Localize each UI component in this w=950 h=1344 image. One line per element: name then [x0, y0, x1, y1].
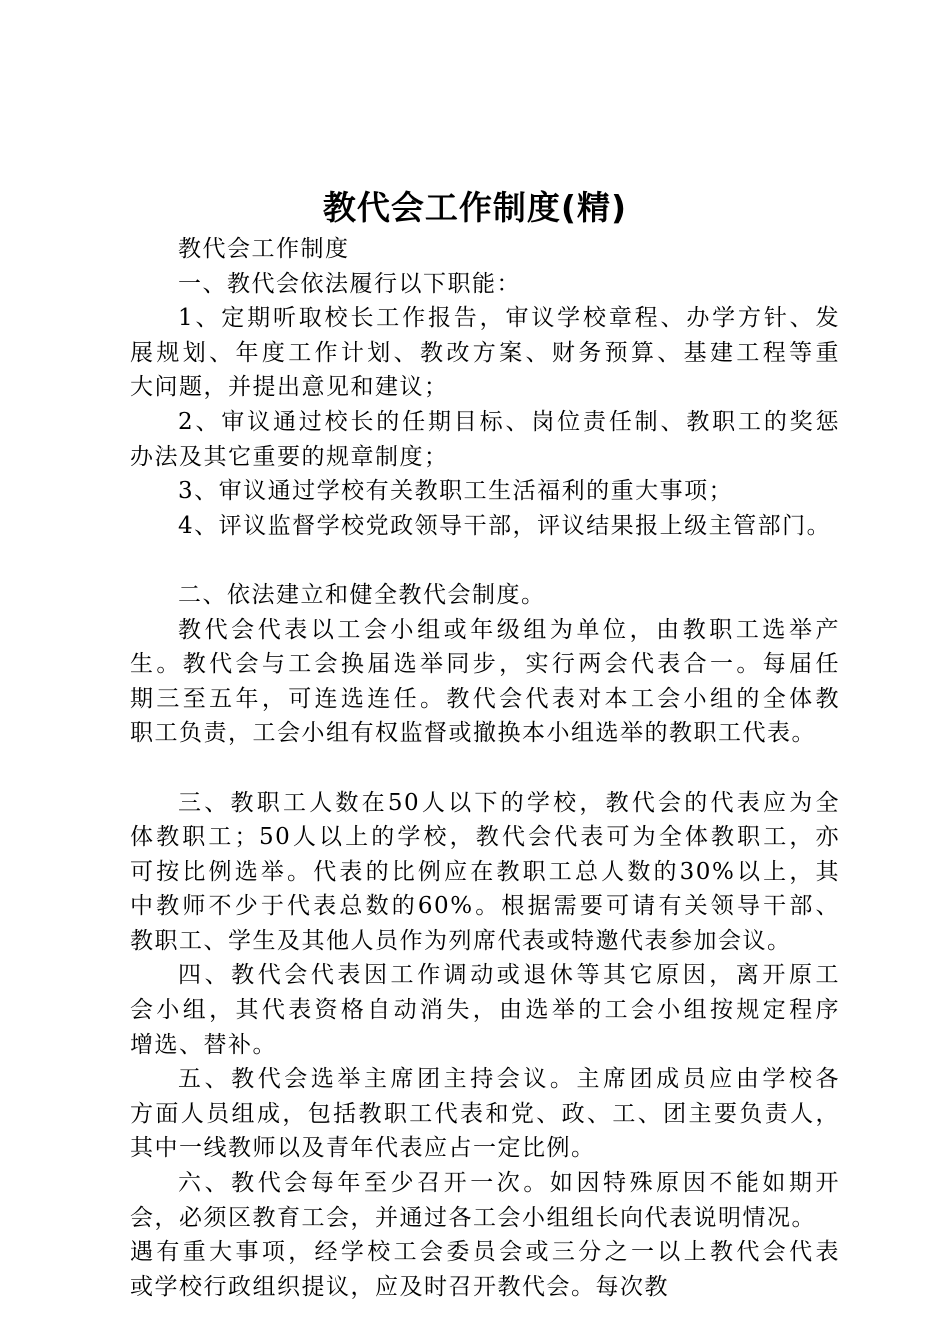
text-line: 增选、替补。 — [130, 1031, 277, 1058]
text-line: 教代会工作制度 — [178, 236, 350, 262]
text-line: 可按比例选举。代表的比例应在教职工总人数的30%以上，其 — [130, 858, 840, 885]
text-line: 4、评议监督学校党政领导干部，评议结果报上级主管部门。 — [178, 512, 832, 539]
document-body — [130, 232, 840, 1304]
text-line: 三、教职工人数在50人以下的学校，教代会的代表应为全 — [178, 789, 840, 816]
text-line: 六、教代会每年至少召开一次。如因特殊原因不能如期开 — [178, 1170, 840, 1197]
document-title: 教代会工作制度(精) — [322, 188, 628, 227]
text-line: 其中一线教师以及青年代表应占一定比例。 — [130, 1135, 596, 1162]
text-line: 体教职工；50人以上的学校，教代会代表可为全体教职工，亦 — [130, 824, 840, 851]
text-line: 3、审议通过学校有关教职工生活福利的重大事项； — [178, 478, 734, 505]
text-line: 二、依法建立和健全教代会制度。 — [178, 581, 546, 608]
blank-line — [130, 751, 840, 786]
text-line: 2、审议通过校长的任期目标、岗位责任制、教职工的奖惩 — [178, 408, 840, 435]
text-line: 遇有重大事项，经学校工会委员会或三分之一以上教代会代表 — [130, 1239, 840, 1266]
text-line: 教代会代表以工会小组或年级组为单位，由教职工选举产 — [178, 616, 840, 643]
text-line: 期三至五年，可连选连任。教代会代表对本工会小组的全体教 — [130, 685, 840, 712]
text-line: 五、教代会选举主席团主持会议。主席团成员应由学校各 — [178, 1066, 840, 1093]
text-line: 四、教代会代表因工作调动或退休等其它原因，离开原工 — [178, 962, 840, 989]
text-line: 大问题，并提出意见和建议； — [130, 374, 449, 401]
text-line: 展规划、年度工作计划、教改方案、财务预算、基建工程等重 — [130, 339, 840, 366]
text-line: 办法及其它重要的规章制度； — [130, 443, 449, 470]
text-line: 方面人员组成，包括教职工代表和党、政、工、团主要负责人， — [130, 1100, 840, 1127]
text-line: 中教师不少于代表总数的60%。根据需要可请有关领导干部、 — [130, 893, 840, 920]
text-line: 1、定期听取校长工作报告，审议学校章程、办学方针、发 — [178, 305, 840, 332]
blank-line — [130, 543, 840, 578]
text-line: 会小组，其代表资格自动消失，由选举的工会小组按规定程序 — [130, 997, 840, 1024]
text-line: 或学校行政组织提议，应及时召开教代会。每次教 — [130, 1273, 669, 1300]
text-line: 教职工、学生及其他人员作为列席代表或特邀代表参加会议。 — [130, 927, 792, 954]
text-line: 职工负责，工会小组有权监督或撤换本小组选举的教职工代表。 — [130, 720, 816, 747]
text-line: 会，必须区教育工会，并通过各工会小组组长向代表说明情况。 — [130, 1204, 816, 1231]
text-line: 生。教代会与工会换届选举同步，实行两会代表合一。每届任 — [130, 651, 840, 678]
text-line: 一、教代会依法履行以下职能： — [178, 270, 521, 297]
